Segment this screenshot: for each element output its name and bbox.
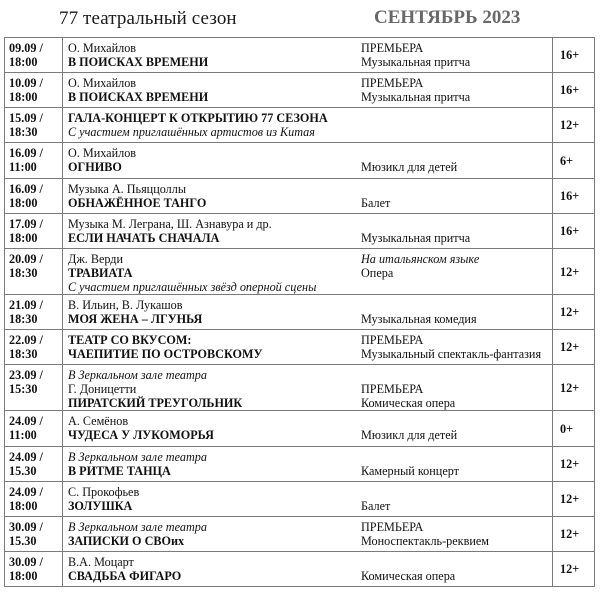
event-time: 18:30 (9, 125, 38, 139)
premiere-badge: ПРЕМЬЕРА (361, 41, 424, 55)
schedule-row (5, 330, 595, 365)
age-rating: 12+ (553, 482, 595, 517)
event-date: 15.09 / (9, 111, 43, 125)
event-title: ПИРАТСКИЙ ТРЕУГОЛЬНИК (68, 396, 243, 410)
event-author: Г. Доницетти (68, 382, 137, 396)
schedule-row (5, 214, 595, 249)
event-genre: Комическая опера (361, 396, 456, 410)
event-time: 18:00 (9, 499, 38, 513)
event-category (361, 414, 552, 442)
age-rating: 6+ (553, 143, 595, 179)
event-genre: Моноспектакль-реквием (361, 534, 489, 548)
event-genre: Музыкальный спектакль-фантазия (361, 347, 542, 361)
event-description (63, 485, 361, 513)
date-time-cell (5, 38, 63, 73)
event-category (361, 485, 552, 513)
event-category (361, 333, 552, 361)
event-author: О. Михайлов (68, 41, 137, 55)
date-time-cell (5, 552, 63, 587)
date-time-cell (5, 517, 63, 552)
event-date: 16.09 / (9, 182, 43, 196)
schedule-row (5, 517, 595, 552)
schedule-table (4, 37, 595, 587)
event-description (63, 555, 361, 583)
event-category (361, 76, 552, 104)
event-author: С. Прокофьев (68, 485, 140, 499)
event-time: 11:00 (9, 428, 37, 442)
event-title: ЗАПИСКИ О СВОих (68, 534, 185, 548)
event-author: Музыка М. Леграна, Ш. Азнавура и др. (68, 217, 272, 231)
date-time-cell (5, 249, 63, 295)
date-time-cell (5, 179, 63, 214)
age-rating: 16+ (553, 73, 595, 108)
schedule-row (5, 295, 595, 330)
event-genre: Музыкальная притча (361, 55, 471, 69)
schedule-row (5, 552, 595, 587)
event-description (63, 217, 361, 245)
age-rating: 12+ (553, 295, 595, 330)
event-description (63, 520, 361, 548)
date-time-cell (5, 73, 63, 108)
venue-note: В Зеркальном зале театра (68, 368, 207, 382)
event-date: 10.09 / (9, 76, 43, 90)
event-description (63, 111, 361, 139)
premiere-badge: ПРЕМЬЕРА (361, 76, 424, 90)
event-info-cell (63, 73, 553, 108)
event-title: ОБНАЖЁННОЕ ТАНГО (68, 196, 207, 210)
event-date: 23.09 / (9, 368, 43, 382)
age-rating: 12+ (553, 108, 595, 143)
event-info-cell (63, 482, 553, 517)
event-date: 16.09 / (9, 146, 43, 160)
age-rating: 12+ (553, 517, 595, 552)
date-time-cell (5, 108, 63, 143)
date-time-cell (5, 411, 63, 447)
event-title: СВАДЬБА ФИГАРО (68, 569, 182, 583)
event-title: ТЕАТР СО ВКУСОМ: (68, 333, 192, 347)
date-time-cell (5, 330, 63, 365)
age-rating: 16+ (553, 179, 595, 214)
event-date: 30.09 / (9, 555, 43, 569)
event-title: ГАЛА-КОНЦЕРТ К ОТКРЫТИЮ 77 СЕЗОНА (68, 111, 328, 125)
event-time: 18:30 (9, 266, 38, 280)
event-description (63, 298, 361, 326)
event-genre: Комическая опера (361, 569, 456, 583)
event-info-cell (63, 330, 553, 365)
event-date: 24.09 / (9, 414, 43, 428)
event-title: В ПОИСКАХ ВРЕМЕНИ (68, 55, 209, 69)
venue-note: В Зеркальном зале театра (68, 520, 207, 534)
event-description (63, 368, 361, 410)
schedule-body (5, 38, 595, 587)
event-subnote: С участием приглашённых артистов из Китая (68, 125, 315, 139)
event-time: 11:00 (9, 160, 37, 174)
event-description (63, 182, 361, 210)
event-description (63, 41, 361, 69)
event-description (63, 450, 361, 478)
event-description (63, 76, 361, 104)
event-time: 18:30 (9, 312, 38, 326)
premiere-badge: ПРЕМЬЕРА (361, 333, 424, 347)
schedule-row (5, 179, 595, 214)
event-author: Дж. Верди (68, 252, 124, 266)
event-genre: Музыкальная притча (361, 90, 471, 104)
event-info-cell (63, 249, 553, 295)
date-time-cell (5, 365, 63, 411)
event-category (361, 217, 552, 245)
event-category (361, 41, 552, 69)
event-title-line2: ЧАЕПИТИЕ ПО ОСТРОВСКОМУ (68, 347, 263, 361)
event-info-cell (63, 411, 553, 447)
event-info-cell (63, 143, 553, 179)
event-time: 15:30 (9, 382, 38, 396)
month-title: СЕНТЯБРЬ 2023 (374, 7, 521, 28)
event-info-cell (63, 517, 553, 552)
event-genre: Опера (361, 266, 394, 280)
schedule-row (5, 365, 595, 411)
age-rating: 12+ (553, 330, 595, 365)
event-genre: Камерный концерт (361, 464, 459, 478)
event-category (361, 146, 552, 174)
event-author: О. Михайлов (68, 146, 137, 160)
event-description (63, 252, 361, 294)
language-note: На итальянском языке (361, 252, 480, 266)
age-rating: 12+ (553, 365, 595, 411)
event-time: 18:00 (9, 55, 38, 69)
event-category (361, 520, 552, 548)
event-category (361, 450, 552, 478)
event-info-cell (63, 552, 553, 587)
event-description (63, 414, 361, 442)
schedule-row (5, 447, 595, 482)
event-date: 17.09 / (9, 217, 43, 231)
event-time: 18:30 (9, 347, 38, 361)
event-category (361, 298, 552, 326)
event-time: 15.30 (9, 534, 37, 548)
event-title: В ПОИСКАХ ВРЕМЕНИ (68, 90, 209, 104)
event-info-cell (63, 365, 553, 411)
age-rating: 12+ (553, 447, 595, 482)
event-date: 20.09 / (9, 252, 43, 266)
event-genre: Балет (361, 196, 391, 210)
event-time: 18:00 (9, 196, 38, 210)
date-time-cell (5, 482, 63, 517)
event-info-cell (63, 447, 553, 482)
event-author: А. Семёнов (68, 414, 129, 428)
season-title: 77 театральный сезон (59, 8, 237, 29)
age-rating: 16+ (553, 214, 595, 249)
event-time: 15.30 (9, 464, 37, 478)
event-category (361, 368, 552, 410)
event-date: 09.09 / (9, 41, 43, 55)
event-description (63, 333, 361, 361)
age-rating: 0+ (553, 411, 595, 447)
event-date: 24.09 / (9, 485, 43, 499)
event-info-cell (63, 179, 553, 214)
event-title: ЗОЛУШКА (68, 499, 133, 513)
schedule-row (5, 411, 595, 447)
age-rating: 16+ (553, 38, 595, 73)
event-info-cell (63, 38, 553, 73)
event-genre: Мюзикл для детей (361, 160, 458, 174)
event-author: О. Михайлов (68, 76, 137, 90)
event-title: В РИТМЕ ТАНЦА (68, 464, 171, 478)
schedule-row (5, 482, 595, 517)
event-category (361, 182, 552, 210)
event-info-cell (63, 108, 553, 143)
event-genre: Музыкальная притча (361, 231, 471, 245)
event-author: В. Ильин, В. Лукашов (68, 298, 183, 312)
event-date: 30.09 / (9, 520, 43, 534)
event-time: 18:00 (9, 231, 38, 245)
date-time-cell (5, 447, 63, 482)
event-info-cell (63, 214, 553, 249)
event-category (361, 555, 552, 583)
age-rating: 12+ (553, 552, 595, 587)
schedule-row (5, 73, 595, 108)
event-category (361, 111, 552, 139)
event-author: В.А. Моцарт (68, 555, 134, 569)
event-date: 22.09 / (9, 333, 43, 347)
page-header (0, 0, 600, 36)
event-genre: Балет (361, 499, 391, 513)
event-subnote: С участием приглашённых звёзд оперной сцены (68, 280, 317, 294)
schedule-row (5, 143, 595, 179)
event-category (361, 252, 552, 294)
event-time: 18:00 (9, 569, 38, 583)
schedule-row (5, 38, 595, 73)
schedule-row (5, 108, 595, 143)
event-genre: Музыкальная комедия (361, 312, 477, 326)
date-time-cell (5, 214, 63, 249)
event-title: ТРАВИАТА (68, 266, 133, 280)
venue-note: В Зеркальном зале театра (68, 450, 207, 464)
event-title: МОЯ ЖЕНА – ЛГУНЬЯ (68, 312, 203, 326)
event-title: ЧУДЕСА У ЛУКОМОРЬЯ (68, 428, 214, 442)
event-title: ЕСЛИ НАЧАТЬ СНАЧАЛА (68, 231, 220, 245)
event-date: 21.09 / (9, 298, 43, 312)
event-info-cell (63, 295, 553, 330)
age-rating: 12+ (553, 249, 595, 295)
event-author: Музыка А. Пьяццоллы (68, 182, 187, 196)
event-genre: Мюзикл для детей (361, 428, 458, 442)
premiere-badge: ПРЕМЬЕРА (361, 520, 424, 534)
event-description (63, 146, 361, 174)
premiere-badge: ПРЕМЬЕРА (361, 382, 424, 396)
event-date: 24.09 / (9, 450, 43, 464)
event-time: 18:00 (9, 90, 38, 104)
event-title: ОГНИВО (68, 160, 122, 174)
schedule-row (5, 249, 595, 295)
date-time-cell (5, 295, 63, 330)
date-time-cell (5, 143, 63, 179)
